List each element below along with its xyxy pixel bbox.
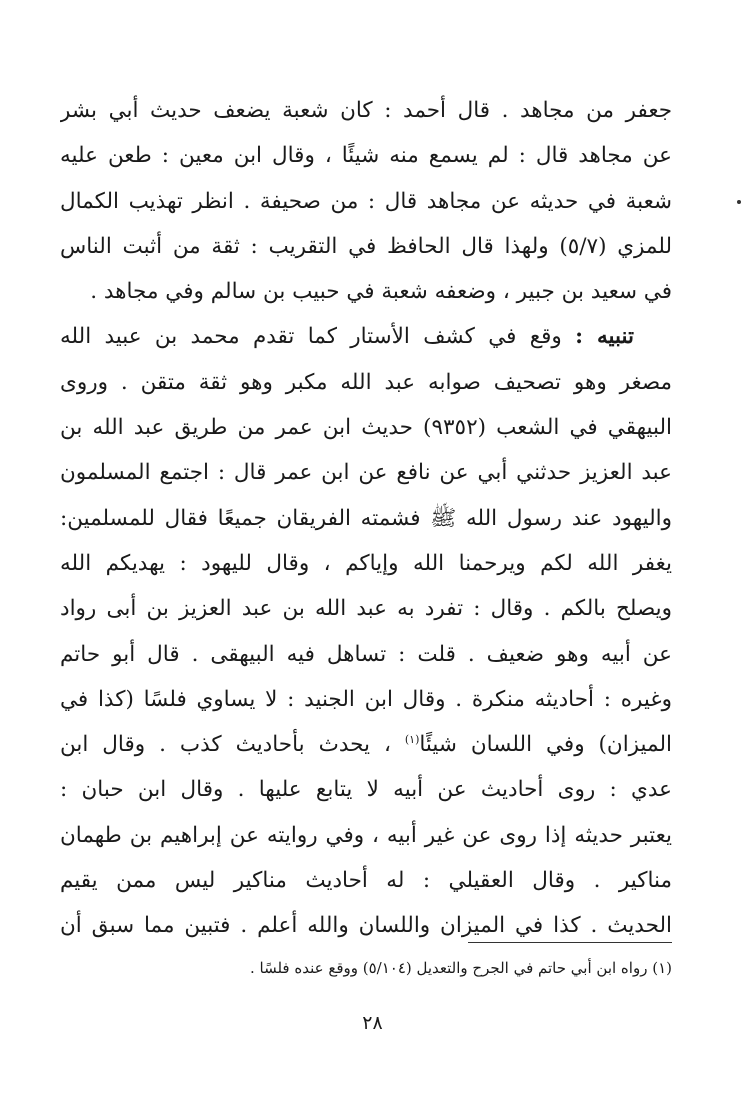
margin-dot [737, 200, 741, 204]
fn-line-before: الميزان) وفي اللسان شيئًا [419, 732, 672, 758]
text-line: للمزي (٥/٧) ولهذا قال الحافظ في التقريب : ثقة من أثبت الناس [60, 233, 672, 259]
text-line: يعتبر حديثه إذا روى عن غير أبيه ، وفي روايته عن إبراهيم بن طهمان [60, 822, 672, 848]
footnote: (١) رواه ابن أبي حاتم في الجرح والتعديل (٥/١٠٤) ووقع عنده فلسًا . [249, 959, 672, 977]
text-line: عن أبيه وهو ضعيف . قلت : تساهل فيه البيهقى . قال أبو حاتم [60, 641, 672, 667]
note-first-line [60, 314, 672, 359]
text-line: عدي : روى أحاديث عن أبيه لا يتابع عليها . وقال ابن حبان : [60, 777, 672, 803]
text-line: البيهقي في الشعب (٩٣٥٢) حديث ابن عمر من طريق عبد الله بن [60, 415, 672, 441]
text-line: في سعيد بن جبير ، وضعفه شعبة في حبيب بن سالم وفي مجاهد . [90, 279, 672, 305]
text-line: وغيره : أحاديثه منكرة . وقال ابن الجنيد : لا يساوي فلسًا (كذا في [60, 686, 672, 712]
page-number: ٢٨ [362, 1012, 383, 1034]
text-line: واليهود عند رسول الله ﷺ فشمته الفريقان جميعًا فقال للمسلمين: [60, 505, 672, 531]
text-line: عبد العزيز حدثني أبي عن نافع عن ابن عمر قال : اجتمع المسلمون [60, 460, 672, 486]
body-text [60, 88, 672, 949]
note-lead: تنبيه : [575, 324, 634, 350]
text-line: جعفر من مجاهد . قال أحمد : كان شعبة يضعف حديث أبي بشر [60, 98, 672, 123]
note-first-rest: وقع في كشف الأستار كما تقدم محمد بن عبيد الله [60, 324, 562, 350]
fn-line-after: ، يحدث بأحاديث كذب . وقال ابن [60, 732, 391, 758]
text-line: ويصلح بالكم . وقال : تفرد به عبد الله بن عبد العزيز بن أبى رواد [60, 596, 672, 622]
text-line: مناكير . وقال العقيلي : له أحاديث مناكير ليس ممن يقيم [60, 868, 672, 894]
text-line: عن مجاهد قال : لم يسمع منه شيئًا ، وقال ابن معين : طعن عليه [60, 143, 672, 169]
footnote-marker[interactable]: (١) [404, 733, 420, 746]
text-line: يغفر الله لكم ويرحمنا الله وإياكم ، وقال لليهود : يهديكم الله [60, 550, 672, 576]
footnote-ref-line [60, 722, 672, 767]
footnote-separator [468, 942, 672, 943]
text-line: شعبة في حديثه عن مجاهد قال : من صحيفة . انظر تهذيب الكمال [60, 188, 672, 214]
text-line: الحديث . كذا في الميزان واللسان والله أعلم . فتبين مما سبق أن [60, 913, 672, 939]
text-line: مصغر وهو تصحيف صوابه عبد الله مكبر وهو ثقة متقن . وروى [60, 369, 672, 395]
